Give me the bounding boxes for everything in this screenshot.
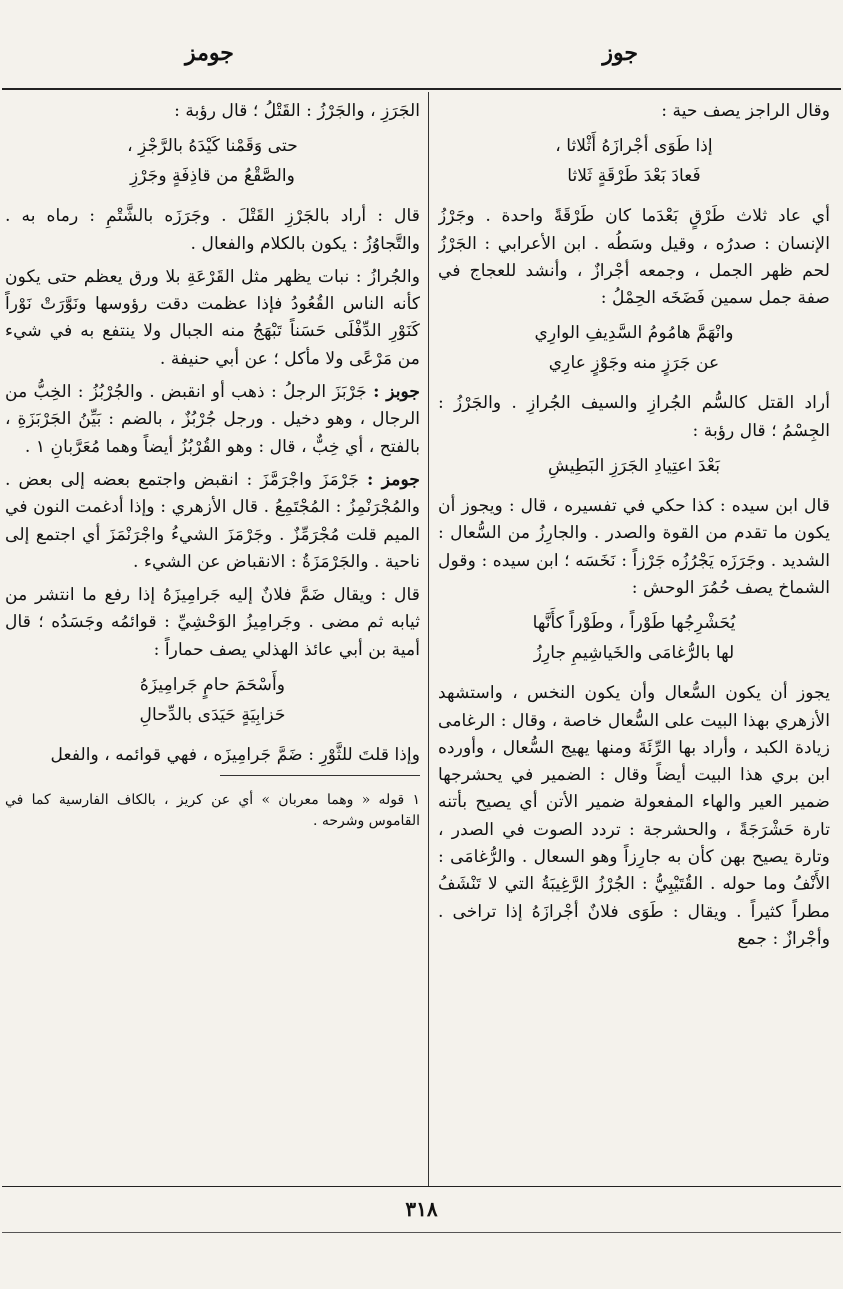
- paragraph: قال : أراد بالجَرْزِ القَتْلَ . وجَرَزَه بالشَّتْمِ : رماه به . والتَّجاوُزُ : يكون بالكلام والفعال .: [5, 206, 420, 254]
- bottom-rule: [2, 1186, 841, 1187]
- verse-line: والصَّقْعُ من قاذِفَةٍ وجَرْزِ: [130, 166, 295, 187]
- entry-body: جَرْبَزَ الرجلُ : ذهب أو انقبض . والجُرْبُزُ : الخِبُّ من الرجال ، وهو دخيل . ورجل جُرْبُزٌ ، بالضم : بَيِّنُ الجَرْبَزَةِ ، بالفتح ، أي خِبٌّ ، قال : وهو القُرْبُزُ أيضاً وهما مُعَرَّبانِ ١ .: [5, 382, 420, 457]
- page-number: ٣١٨: [405, 1197, 438, 1221]
- verse-line: وانْهَمَّ هامُومُ السَّدِيفِ الوارِي: [534, 323, 734, 344]
- verse: [438, 318, 830, 378]
- footer-rule: [2, 1232, 841, 1233]
- verse: [5, 670, 420, 730]
- left-column: [5, 98, 420, 1183]
- paragraph: قال ابن سيده : كذا حكي في تفسيره ، قال : ويجوز أن يكون ما تقدم من القوة والصدر . والجارِزُ من السُّعال : الشديد . وجَرَزَه يَجْرُزُه جَرْزاً : نَخَسَه ؛ ابن سيده : وقول الشماخ يصف حُمُرَ الوحش :: [438, 496, 830, 598]
- footnote: ١ قوله « وهما معربان » أي عن كريز ، بالكاف الفارسية كما في القاموس وشرحه .: [5, 792, 420, 830]
- verse-line: فَعادَ بَعْدَ طَرْقَةٍ ثَلاثا: [567, 166, 701, 187]
- verse-line: بَعْدَ اعتِيادِ الجَرَزِ البَطِيشِ: [547, 456, 721, 477]
- paragraph: أراد القتل كالسُّم الجُرازِ والسيف الجُرازِ . والجَرْزُ : الجِسْمُ ؛ قال رؤبة :: [438, 393, 830, 441]
- paragraph: الجَرَزِ ، والجَرْزُ : القَتْلُ ؛ قال رؤبة :: [174, 101, 420, 121]
- paragraph: يجوز أن يكون السُّعال وأن يكون النخس ، واستشهد الأزهري بهذا البيت على السُّعال خاصة ، وقال : الرغامى زيادة الكبد ، وأراد بها الرِّئَةَ ومنها يهيج السُّعال ، وأورده ابن بري هذا البيت أيضاً وقال : الضمير في يحشرجها ضمير العير والهاء المفعولة ضمير الأتن أي يصيح بأتنه تارة حَشْرَجَةً ، والحشرجة : تردد الصوت في الصدر ، وتارة يصيح بهن كأن به جارِزاً وهو السعال . والرُّغامَى : الأَنْفُ وما حوله . القُتَيْبِيُّ : الجُرْزُ الرَّغِيبَةُ التي لا تَنْشَفُ مطراً كثيراً . ويقال : طَوَى فلانٌ أجْرازَهُ إذا تراخى . وأجْرازٌ : جمع: [438, 683, 830, 949]
- entry-headword: جومز :: [366, 469, 420, 490]
- top-rule: [2, 88, 841, 90]
- verse-line: وأَسْحَمَ حامٍ جَرامِيزَهُ: [139, 675, 286, 696]
- header-right-word: جوز: [602, 40, 638, 66]
- right-column: [438, 98, 830, 1183]
- verse: [438, 131, 830, 191]
- paragraph: والجُرازُ : نبات يظهر مثل القَرْعَةِ بلا ورق يعظم حتى يكون كأنه الناس القُعُودُ فإذا عظمت دقت رؤوسها ونَوَّرَتْ نَوْراً كَنَوْرِ الدِّفْلَى حَسَناً تَبْهَجُ منه الجبال ولا ينتفع به في شيء من مَرْعًى ولا مأكل ؛ عن أبي حنيفة .: [5, 266, 420, 369]
- paragraph: قال : ويقال ضَمَّ فلانٌ إليه جَرامِيزَهُ إذا رفع ما انتشر من ثيابه ثم مضى . وجَرامِيزُ الوَحْشِيِّ : قوائمُه وجَسَدُه ؛ قال أمية بن أبي عائذ الهذلي يصف حماراً :: [5, 585, 420, 660]
- verse: [438, 608, 830, 668]
- entry-jwmz: [5, 467, 420, 576]
- paragraph: أي عاد ثلاث طَرْقٍ بَعْدَما كان طَرْقَةً واحدة . وجَرْزُ الإنسان : صدرُه ، وقيل وسَطُه . ابن الأعرابي : الجَرْزُ لحم ظهر الجمل ، وجمعه أجْرازٌ ، وأنشد للعجاج في صفة جمل سمين فَضَخَه الحِمْلُ :: [438, 206, 830, 309]
- verse: [5, 131, 420, 191]
- verse: [438, 451, 830, 481]
- entry-headword: جوبز :: [373, 382, 420, 403]
- verse-line: حتى وَقَمْنا كَيْدَهُ بالرَّجْزِ ،: [127, 136, 298, 157]
- verse-line: لها بالرُّغامَى والخَياشِيمِ جارِزُ: [533, 643, 735, 664]
- paragraph: وإذا قلتَ للثَّوْرِ : ضَمَّ جَرامِيزَه ، فهي قوائمه ، والفعل: [50, 745, 420, 766]
- verse-line: عن جَرَزٍ منه وجَوْزٍ عارِي: [548, 353, 720, 374]
- entry-body: جَرْمَزَ واجْرَمَّزَ : انقبض واجتمع بعضه إلى بعض . والمُجْرَنْمِزُ : المُجْتَمِعُ . قال الأزهري : وإذا أدغمت النون في الميم قلت مُجْرَمِّزٌ . وجَرْمَزَ الشيءُ واجْرَنْمَزَ أي اجتمع إلى ناحية . والجَرْمَزَةُ : الانقباض عن الشيء .: [5, 469, 420, 572]
- footnote-rule: [220, 775, 420, 776]
- paragraph: وقال الراجز يصف حية :: [661, 101, 830, 121]
- verse-line: حَزابِيَةٍ حَيَدَى بالدِّحالِ: [139, 705, 286, 726]
- verse-line: إذا طَوَى أجْرازَهُ أَثْلاثا ،: [555, 136, 713, 157]
- column-divider: [428, 92, 429, 1187]
- header-left-word: جومز: [185, 40, 234, 66]
- verse-line: يُحَشْرِجُها طَوْراً ، وطَوْراً كأَنَّها: [532, 613, 736, 634]
- entry-jwbz: [5, 379, 420, 461]
